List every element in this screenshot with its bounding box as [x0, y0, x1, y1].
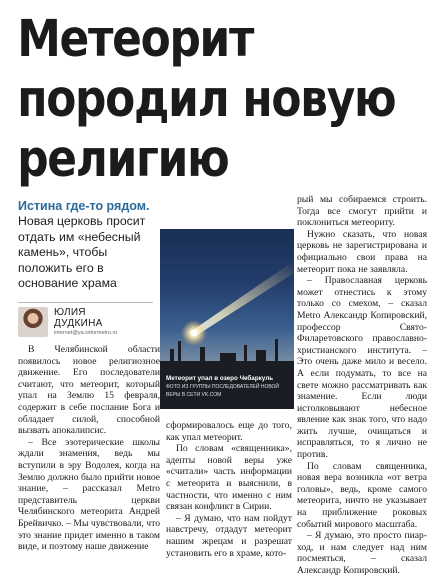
- paragraph: – Я думаю, это просто пиар-ход, и нам следует над ним посмеяться, – сказал Александр Копировский.: [297, 530, 427, 576]
- paragraph: рый мы собираемся строить. Тогда все смогут прийти и поклониться метеориту.: [297, 194, 427, 229]
- article-column-3: [297, 194, 427, 577]
- paragraph: – Я думаю, что нам пойдут навстречу, отдадут метеорит нашим жрецам и разрешат установить его в храме, кото-: [166, 512, 292, 559]
- author-name: [54, 307, 103, 329]
- paragraph: – Православная церковь может отнестись к этому только со смехом, – сказал Metro Александр Копировский, профессор Свято-Филаретовского православно-христианского института. – Это очень даже мило и весело. А если подумать, то все на свете можно рассматривать как знамение. Если люди истолковывают небесное явление как знак того, что надо жить лучше, очищаться и исправляться, то я лично не против.: [297, 275, 427, 461]
- article-column-1: [18, 344, 160, 553]
- author-byline: [18, 302, 153, 340]
- headline: [0, 2, 440, 190]
- author-last-name: ДУДКИНА: [54, 318, 103, 329]
- paragraph: В Челябинской области появилось новое религиозное движение. Его последователи считают, что метеорит, который упал на Землю 15 февраля, содержит в себе послание Бога и обладает силой, способной вызвать апокалипсис.: [18, 344, 160, 437]
- author-avatar: [18, 307, 48, 337]
- paragraph: Нужно сказать, что новая церковь не зарегистрирована и официально свои права на метеорит пока не заявляла.: [297, 228, 427, 275]
- headline-line-3: религию: [17, 130, 229, 189]
- author-first-name: ЮЛИЯ: [54, 307, 86, 318]
- headline-line-1: Метеорит: [17, 10, 254, 69]
- paragraph: – Все эзотерические школы ждали знамения, ведь мы вступили в эру Водолея, когда на Землю должно было прийти новое знание, – рассказал Metro представитель церкви Челябинского метеорита Андрей Брейвичко. – Мы чувствовали, что это знание придет именно в таком виде, и поэтому наше движение: [18, 436, 160, 553]
- author-email[interactable]: internet@ya.ivitormetro.ru: [54, 330, 118, 336]
- lead-block: [18, 199, 150, 292]
- paragraph: По словам «священника», адепты новой веры уже «считали» часть информации с метеорита и выяснили, в частности, что именно с ним связан конфликт в Сирии.: [166, 443, 292, 513]
- photo-caption-title: Метеорит упал в озеро Чебаркуль: [166, 375, 274, 382]
- lead-kicker: Истина где-то рядом.: [18, 199, 150, 213]
- photo-caption: [166, 375, 290, 399]
- meteor-photo: [160, 229, 294, 409]
- paragraph: сформировалось еще до того, как упал метеорит.: [166, 420, 292, 443]
- article-column-2: [166, 420, 292, 559]
- photo-credit: ФОТО ИЗ ГРУППЫ ПОСЛЕДОВАТЕЛЕЙ НОВОЙ ВЕРЫ В СЕТИ VK.COM: [166, 384, 279, 398]
- headline-line-2: породил новую: [17, 70, 396, 129]
- paragraph: По словам священника, новая вера возникла «от ветра головы», ведь, кроме самого метеорита, ничто не указывает на приближение роковых событий мирового масштаба.: [297, 460, 427, 530]
- lead-text: Новая церковь просит отдать им «небесный камень», чтобы положить его в основание храма: [18, 214, 146, 290]
